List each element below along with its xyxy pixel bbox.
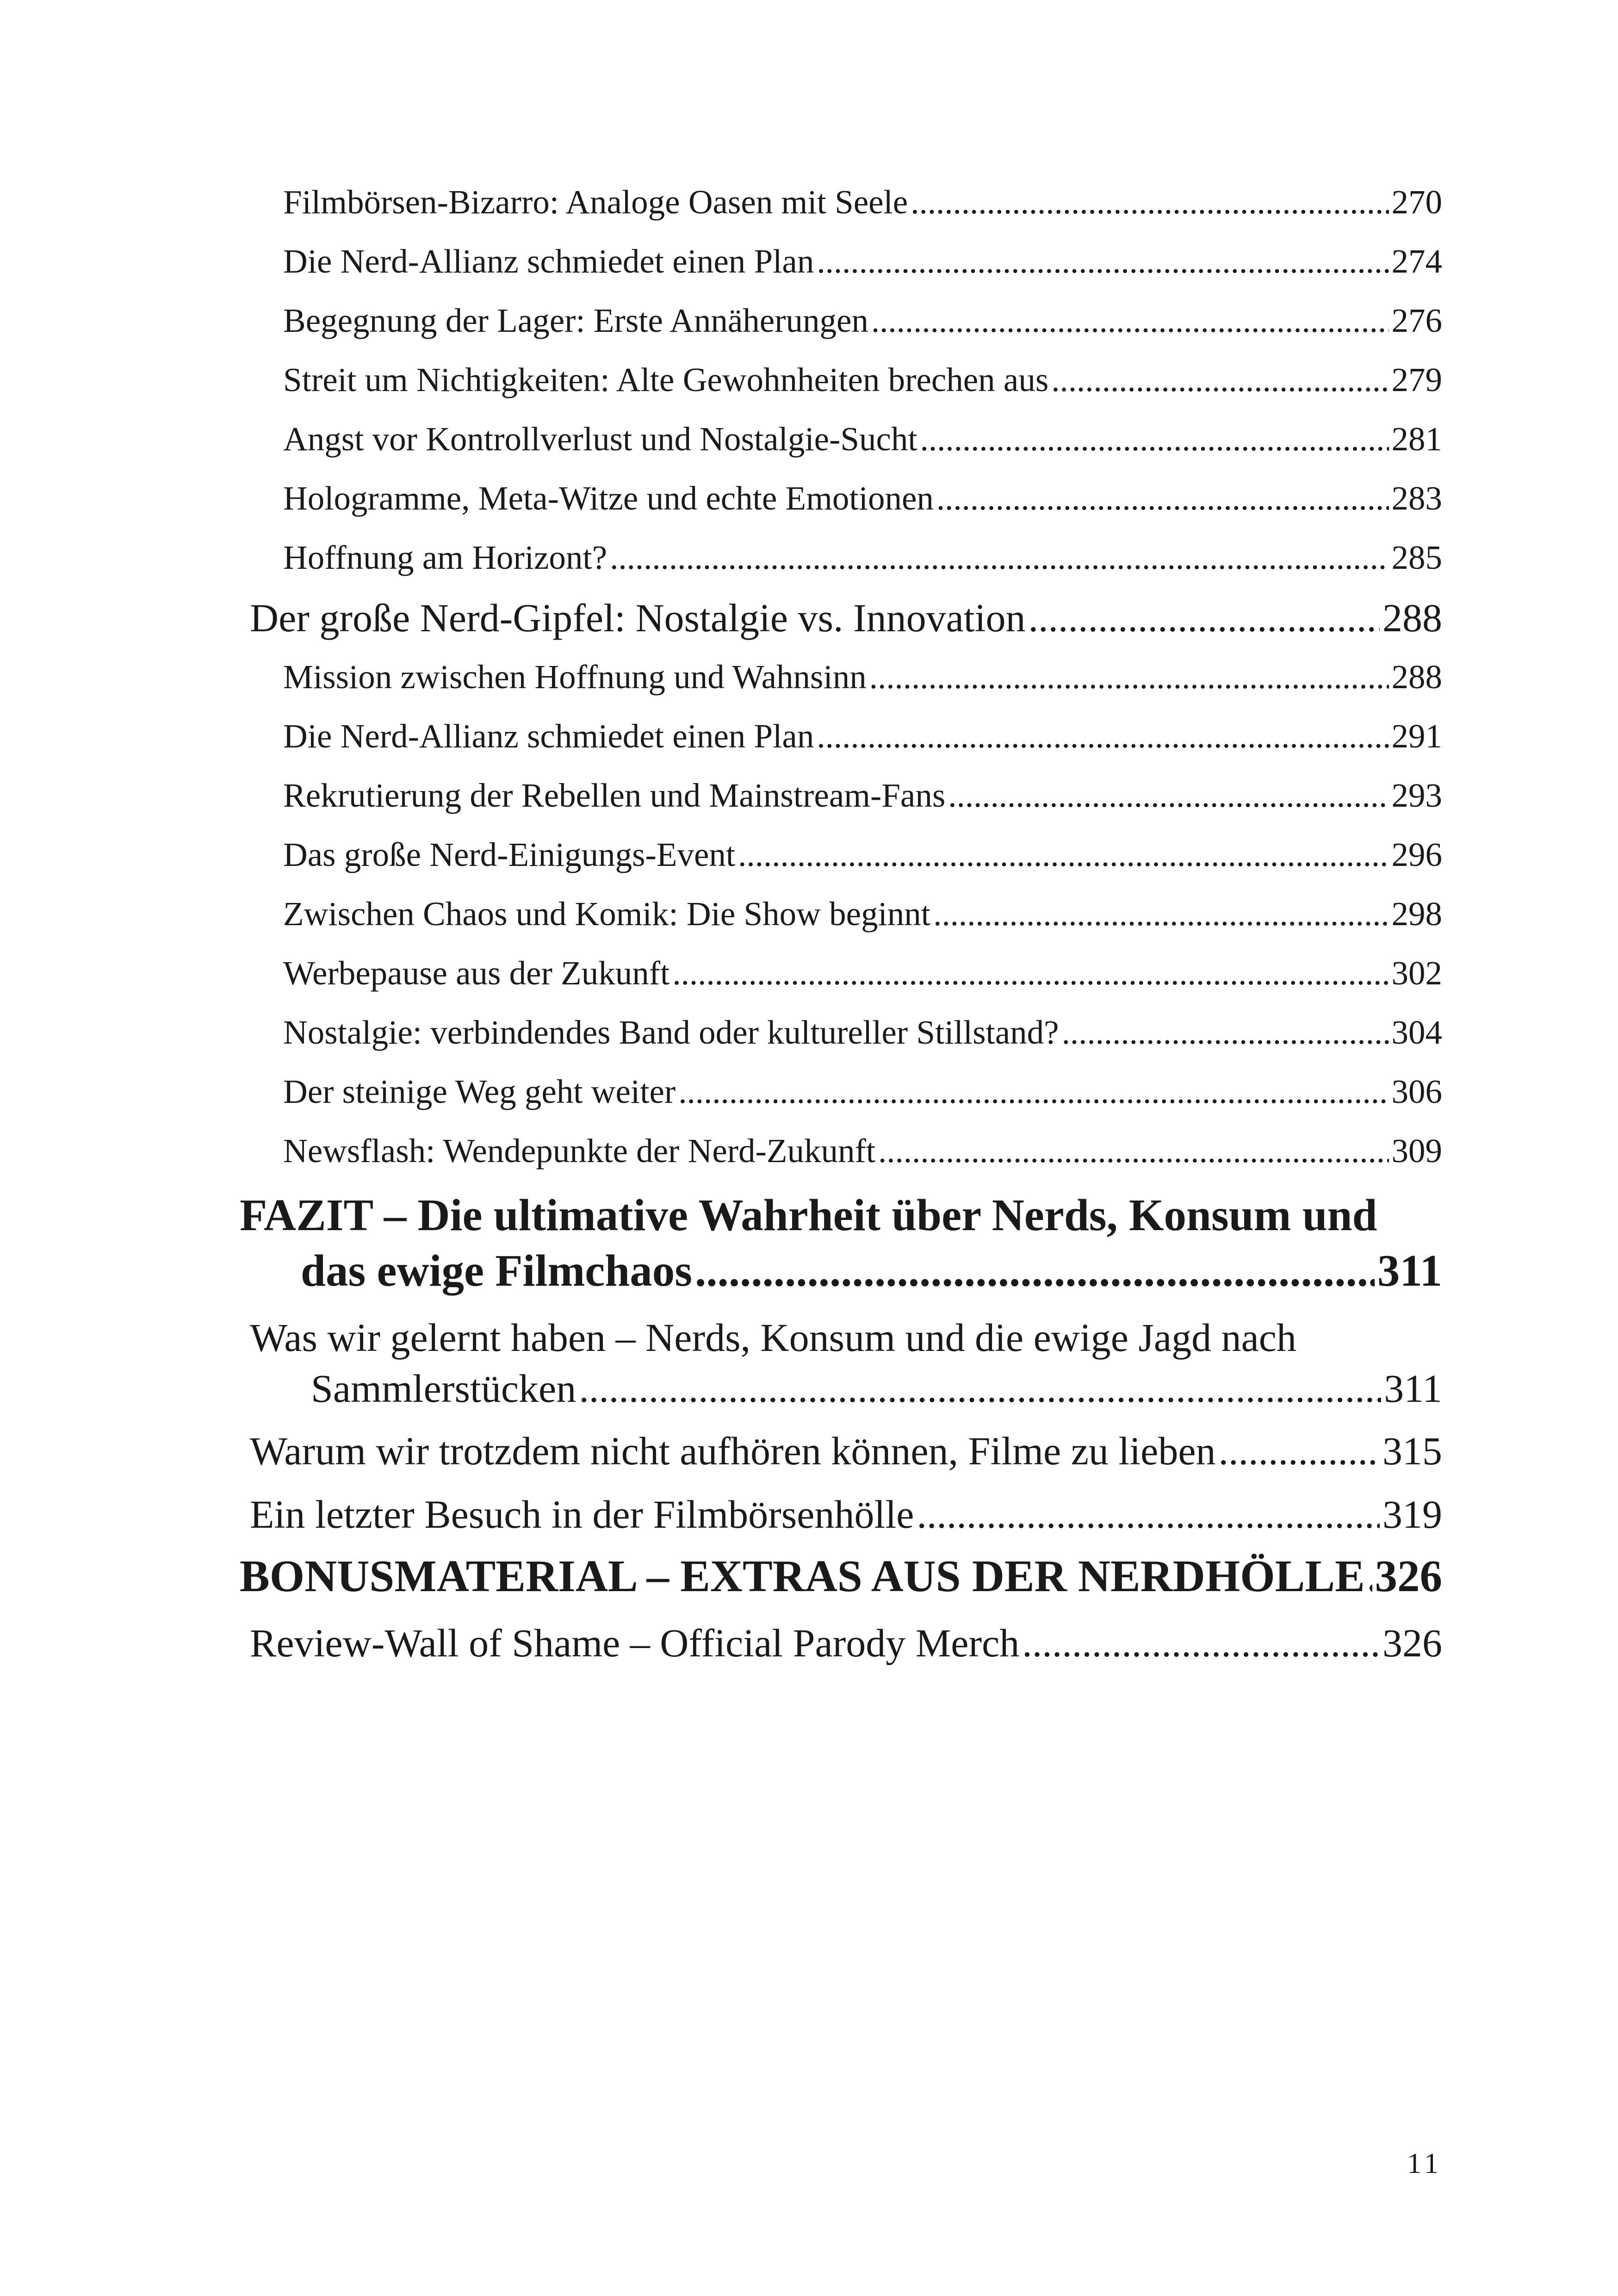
toc-section-title-line1[interactable]: Was wir gelernt haben – Nerds, Konsum und die ewige Jagd nach: [250, 1315, 1296, 1360]
toc-entry-page: 274: [1391, 243, 1442, 280]
toc-entry[interactable]: [283, 183, 1442, 222]
toc-entry-page: 326: [1382, 1621, 1442, 1665]
toc-entry-title: Streit um Nichtigkeiten: Alte Gewohnheiten brechen aus: [283, 361, 1049, 398]
toc-entry-page: 279: [1391, 361, 1442, 398]
dot-leader: [933, 895, 1389, 933]
toc-entry[interactable]: [283, 835, 1442, 874]
toc-entry[interactable]: [311, 1365, 1442, 1412]
toc-entry-title: Nostalgie: verbindendes Band oder kultureller Stillstand?: [283, 1014, 1059, 1051]
toc-entry[interactable]: [250, 1491, 1442, 1537]
dot-leader: [695, 1245, 1375, 1296]
toc-entry[interactable]: [283, 1132, 1442, 1170]
toc-entry-page: 288: [1391, 658, 1442, 696]
toc-entry-page: 293: [1391, 777, 1442, 814]
toc-entry-title: Die Nerd-Allianz schmiedet einen Plan: [283, 243, 814, 280]
toc-entry[interactable]: [283, 361, 1442, 399]
toc-entry-page: 315: [1382, 1429, 1442, 1473]
dot-leader: [948, 776, 1389, 815]
dot-leader: [1219, 1428, 1380, 1474]
toc-entry-page: 288: [1382, 596, 1442, 640]
dot-leader: [936, 479, 1389, 518]
dot-leader: [610, 538, 1389, 577]
toc-entry-page: 281: [1391, 420, 1442, 458]
dot-leader: [672, 954, 1389, 993]
dot-leader: [920, 420, 1389, 459]
toc-entry-page: 276: [1391, 302, 1442, 339]
toc-entry[interactable]: [283, 895, 1442, 933]
dot-leader: [1022, 1620, 1380, 1666]
toc-entry-title: Die Nerd-Allianz schmiedet einen Plan: [283, 717, 814, 755]
toc-entry-page: 285: [1391, 539, 1442, 576]
toc-entry-page: 270: [1391, 183, 1442, 221]
toc-entry-page: 311: [1384, 1366, 1442, 1411]
dot-leader: [1029, 595, 1380, 641]
dot-leader: [1062, 1013, 1389, 1052]
dot-leader: [878, 1132, 1389, 1170]
dot-leader: [1368, 1550, 1372, 1602]
toc-entry-title: Rekrutierung der Rebellen und Mainstream-Fans: [283, 777, 946, 814]
toc-entry[interactable]: [283, 954, 1442, 993]
toc-entry-page: 326: [1375, 1551, 1442, 1601]
toc-entry-page: 298: [1391, 895, 1442, 933]
toc-entry[interactable]: [283, 776, 1442, 815]
toc-entry[interactable]: [250, 1620, 1442, 1666]
toc-entry-title: Das große Nerd-Einigungs-Event: [283, 836, 736, 873]
toc-entry-title: Newsflash: Wendepunkte der Nerd-Zukunft: [283, 1132, 876, 1170]
toc-entry-page: 283: [1391, 479, 1442, 517]
toc-entry[interactable]: [283, 658, 1442, 697]
toc-entry[interactable]: [250, 1428, 1442, 1474]
toc-entry-title: das ewige Filmchaos: [301, 1246, 693, 1295]
toc-entry-page: 304: [1391, 1014, 1442, 1051]
toc-entry-title: Begegnung der Lager: Erste Annäherungen: [283, 302, 868, 339]
dot-leader: [911, 183, 1389, 222]
toc-chapter-title-line1[interactable]: FAZIT – Die ultimative Wahrheit über Nerds, Konsum und: [240, 1190, 1377, 1240]
toc-entry-page: 319: [1382, 1492, 1442, 1537]
toc-entry[interactable]: [283, 242, 1442, 281]
toc-entry[interactable]: [283, 538, 1442, 577]
toc-entry-title: Warum wir trotzdem nicht aufhören können, Filme zu lieben: [250, 1429, 1216, 1473]
toc-entry-title: Hoffnung am Horizont?: [283, 539, 608, 576]
toc-entry-title: Zwischen Chaos und Komik: Die Show beginnt: [283, 895, 931, 933]
dot-leader: [817, 242, 1389, 281]
toc-entry-page: 309: [1391, 1132, 1442, 1170]
toc-entry-title: Angst vor Kontrollverlust und Nostalgie-Sucht: [283, 420, 917, 458]
toc-entry[interactable]: [283, 301, 1442, 340]
toc-entry-title: Sammlerstücken: [311, 1366, 577, 1411]
dot-leader: [1051, 361, 1389, 399]
toc-entry-page: 291: [1391, 717, 1442, 755]
dot-leader: [917, 1491, 1380, 1537]
toc-entry[interactable]: [283, 1013, 1442, 1052]
toc-entry-title: BONUSMATERIAL – EXTRAS AUS DER NERDHÖLLE: [240, 1551, 1365, 1601]
toc-entry[interactable]: [283, 1072, 1442, 1111]
page-number: 11: [1407, 2148, 1442, 2179]
toc-entry-page: 302: [1391, 954, 1442, 992]
toc-entry[interactable]: [283, 717, 1442, 756]
dot-leader: [871, 301, 1389, 340]
toc-entry-page: 306: [1391, 1073, 1442, 1110]
dot-leader: [869, 658, 1389, 697]
dot-leader: [678, 1072, 1389, 1111]
toc-entry[interactable]: [283, 479, 1442, 518]
toc-entry-title: Hologramme, Meta-Witze und echte Emotionen: [283, 479, 934, 517]
toc-entry-title: Filmbörsen-Bizarro: Analoge Oasen mit Seele: [283, 183, 908, 221]
toc-entry-title: Werbepause aus der Zukunft: [283, 954, 670, 992]
toc-entry-title: Ein letzter Besuch in der Filmbörsenhölle: [250, 1492, 914, 1537]
toc-entry-title: Review-Wall of Shame – Official Parody Merch: [250, 1621, 1020, 1665]
dot-leader: [817, 717, 1389, 756]
toc-entry-title: Der große Nerd-Gipfel: Nostalgie vs. Innovation: [250, 596, 1026, 640]
toc-entry[interactable]: [301, 1245, 1442, 1296]
toc-entry[interactable]: [240, 1550, 1442, 1602]
toc-entry[interactable]: [283, 420, 1442, 459]
dot-leader: [738, 835, 1389, 874]
dot-leader: [579, 1365, 1381, 1412]
toc-entry-page: 296: [1391, 836, 1442, 873]
toc-entry-page: 311: [1377, 1246, 1442, 1295]
toc-entry[interactable]: [250, 595, 1442, 641]
toc-entry-title: Der steinige Weg geht weiter: [283, 1073, 676, 1110]
toc-entry-title: Mission zwischen Hoffnung und Wahnsinn: [283, 658, 867, 696]
